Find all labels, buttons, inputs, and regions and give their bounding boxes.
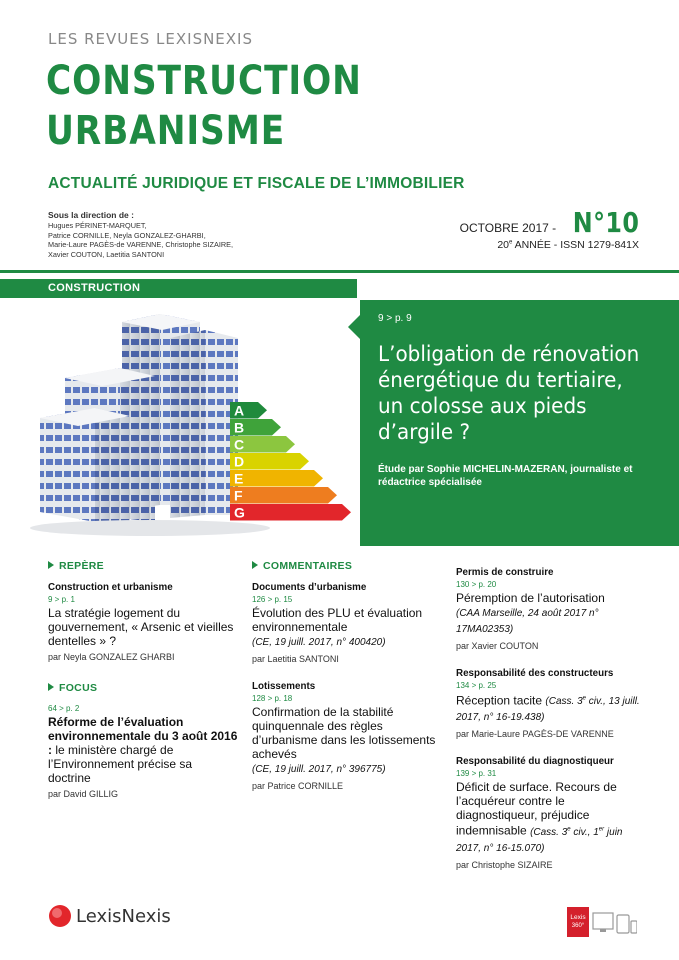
badge-text-2: 360° bbox=[571, 923, 585, 929]
article-author: par Laetitia SANTONI bbox=[252, 654, 339, 664]
energy-label-g: G bbox=[234, 504, 245, 521]
article-ref: 128 > p. 18 bbox=[252, 694, 293, 703]
energy-bar-e bbox=[230, 470, 323, 487]
column-right bbox=[456, 567, 646, 887]
article-title: Déficit de surface. Recours de l’acquéreur contre le diagnostiqueur, préjudice indemnisable (Cass. 3e civ., 1er juin 2017, n° 16-15.070) bbox=[456, 780, 623, 854]
article-author: par Xavier COUTON bbox=[456, 641, 539, 651]
feature-panel-notch bbox=[348, 315, 360, 339]
issue-info bbox=[460, 206, 639, 251]
editorial-direction bbox=[48, 211, 278, 259]
energy-bar-f bbox=[230, 487, 337, 504]
right-article[interactable] bbox=[456, 567, 646, 651]
commentaires-heading: COMMENTAIRES bbox=[252, 560, 438, 572]
article-title: La stratégie logement du gouvernement, « Arsenic et vieilles dentelles » ? bbox=[48, 606, 234, 648]
article-author: par Marie-Laure PAGÈS-DE VARENNE bbox=[456, 729, 614, 740]
article-title: Confirmation de la stabilité quinquennale des règles d’urbanisme dans les lotissements achevés bbox=[252, 705, 436, 761]
building-energy-illustration bbox=[0, 300, 357, 548]
column-left bbox=[48, 560, 238, 816]
tower-front bbox=[40, 408, 130, 526]
energy-rating-bars bbox=[230, 402, 351, 521]
article-category: Responsabilité du diagnostiqueur bbox=[456, 756, 614, 768]
triangle-icon bbox=[252, 561, 258, 569]
issue-number: N°10 bbox=[572, 206, 639, 239]
commentaire-article[interactable] bbox=[252, 681, 438, 791]
energy-label-f: F bbox=[234, 487, 243, 504]
direction-line: Patrice CORNILLE, Neyla GONZALEZ-GHARBI, bbox=[48, 230, 206, 240]
divider-line bbox=[0, 270, 679, 273]
direction-line: Marie-Laure PAGÈS-de VARENNE, Christophe SIZAIRE, bbox=[48, 240, 234, 250]
repere-article[interactable] bbox=[48, 582, 238, 662]
direction-label: Sous la direction de : bbox=[48, 210, 134, 220]
article-title: Réforme de l’évaluation environnementale du 3 août 2016 : le ministère chargé de l’Environnement précise sa doctrine bbox=[48, 715, 238, 785]
section-bar bbox=[0, 279, 357, 298]
lexisnexis-logo bbox=[48, 904, 171, 932]
right-article[interactable] bbox=[456, 668, 646, 739]
article-author: par Patrice CORNILLE bbox=[252, 781, 344, 791]
issue-year: 20e ANNÉE - ISSN 1279-841X bbox=[497, 239, 639, 251]
article-category: Documents d’urbanisme bbox=[252, 582, 367, 593]
article-author: par Christophe SIZAIRE bbox=[456, 859, 553, 870]
energy-label-e: E bbox=[234, 470, 244, 487]
tower-right bbox=[170, 330, 238, 518]
article-ref: 9 > p. 1 bbox=[48, 595, 75, 604]
energy-label-b: B bbox=[234, 419, 245, 436]
tablet-icon bbox=[617, 915, 629, 933]
energy-label-c: C bbox=[234, 436, 245, 453]
direction-line: Xavier COUTON, Laetitia SANTONI bbox=[48, 249, 165, 259]
lexisnexis-logo-icon bbox=[48, 904, 72, 928]
journal-title-line1: CONSTRUCTION bbox=[46, 58, 362, 104]
energy-label-a: A bbox=[234, 402, 245, 419]
article-ref: 64 > p. 2 bbox=[48, 704, 80, 713]
article-ref: 139 > p. 31 bbox=[456, 769, 497, 779]
focus-heading: FOCUS bbox=[48, 682, 238, 694]
energy-label-d: D bbox=[234, 453, 245, 470]
article-category: Construction et urbanisme bbox=[48, 582, 173, 593]
direction-line: Hugues PÉRINET-MARQUET, bbox=[48, 221, 147, 231]
lexis360-devices-icon bbox=[567, 907, 637, 937]
section-label: CONSTRUCTION bbox=[48, 282, 141, 294]
article-author: par David GILLIG bbox=[48, 789, 119, 799]
journal-title-line2: URBANISME bbox=[46, 108, 286, 154]
article-title: Réception tacite (Cass. 3e civ., 13 juill. 2017, n° 16-19.438) bbox=[456, 693, 640, 724]
article-ref: 130 > p. 20 bbox=[456, 580, 497, 589]
article-ref: 126 > p. 15 bbox=[252, 595, 293, 604]
article-category: Lotissements bbox=[252, 681, 316, 692]
focus-article[interactable] bbox=[48, 704, 238, 799]
journal-subtitle: ACTUALITÉ JURIDIQUE ET FISCALE DE L’IMMOBILIER bbox=[48, 175, 465, 192]
phone-icon bbox=[631, 921, 637, 933]
energy-bar-g bbox=[230, 504, 351, 521]
triangle-icon bbox=[48, 561, 54, 569]
monitor-icon bbox=[593, 913, 613, 929]
column-middle bbox=[252, 560, 438, 808]
article-citation: (CE, 19 juill. 2017, n° 396775) bbox=[252, 764, 386, 775]
right-article[interactable] bbox=[456, 756, 646, 869]
feature-ref: 9 > p. 9 bbox=[378, 313, 412, 324]
article-author: par Neyla GONZALEZ GHARBI bbox=[48, 652, 175, 662]
series-name: LES REVUES LEXISNEXIS bbox=[48, 30, 254, 48]
article-category: Responsabilité des constructeurs bbox=[456, 668, 614, 679]
article-citation: (CAA Marseille, 24 août 2017 n° 17MA02353) bbox=[456, 608, 599, 635]
article-ref: 134 > p. 25 bbox=[456, 681, 497, 690]
logo-text: LexisNexis bbox=[76, 906, 171, 927]
article-category: Permis de construire bbox=[456, 567, 554, 578]
feature-author: Étude par Sophie MICHELIN-MAZERAN, journaliste et rédactrice spécialisée bbox=[378, 464, 633, 488]
triangle-icon bbox=[48, 683, 54, 691]
article-title: Évolution des PLU et évaluation environnementale bbox=[252, 606, 423, 634]
article-title: Péremption de l’autorisation bbox=[456, 591, 605, 605]
feature-title[interactable]: L’obligation de rénovation énergétique du tertiaire, un colosse aux pieds d’argile ? bbox=[378, 342, 640, 444]
repere-heading: REPÈRE bbox=[48, 560, 238, 572]
issue-month: OCTOBRE 2017 - bbox=[459, 221, 557, 235]
badge-text-1: Lexis bbox=[570, 914, 586, 921]
article-citation: (CE, 19 juill. 2017, n° 400420) bbox=[252, 637, 386, 648]
commentaire-article[interactable] bbox=[252, 582, 438, 664]
